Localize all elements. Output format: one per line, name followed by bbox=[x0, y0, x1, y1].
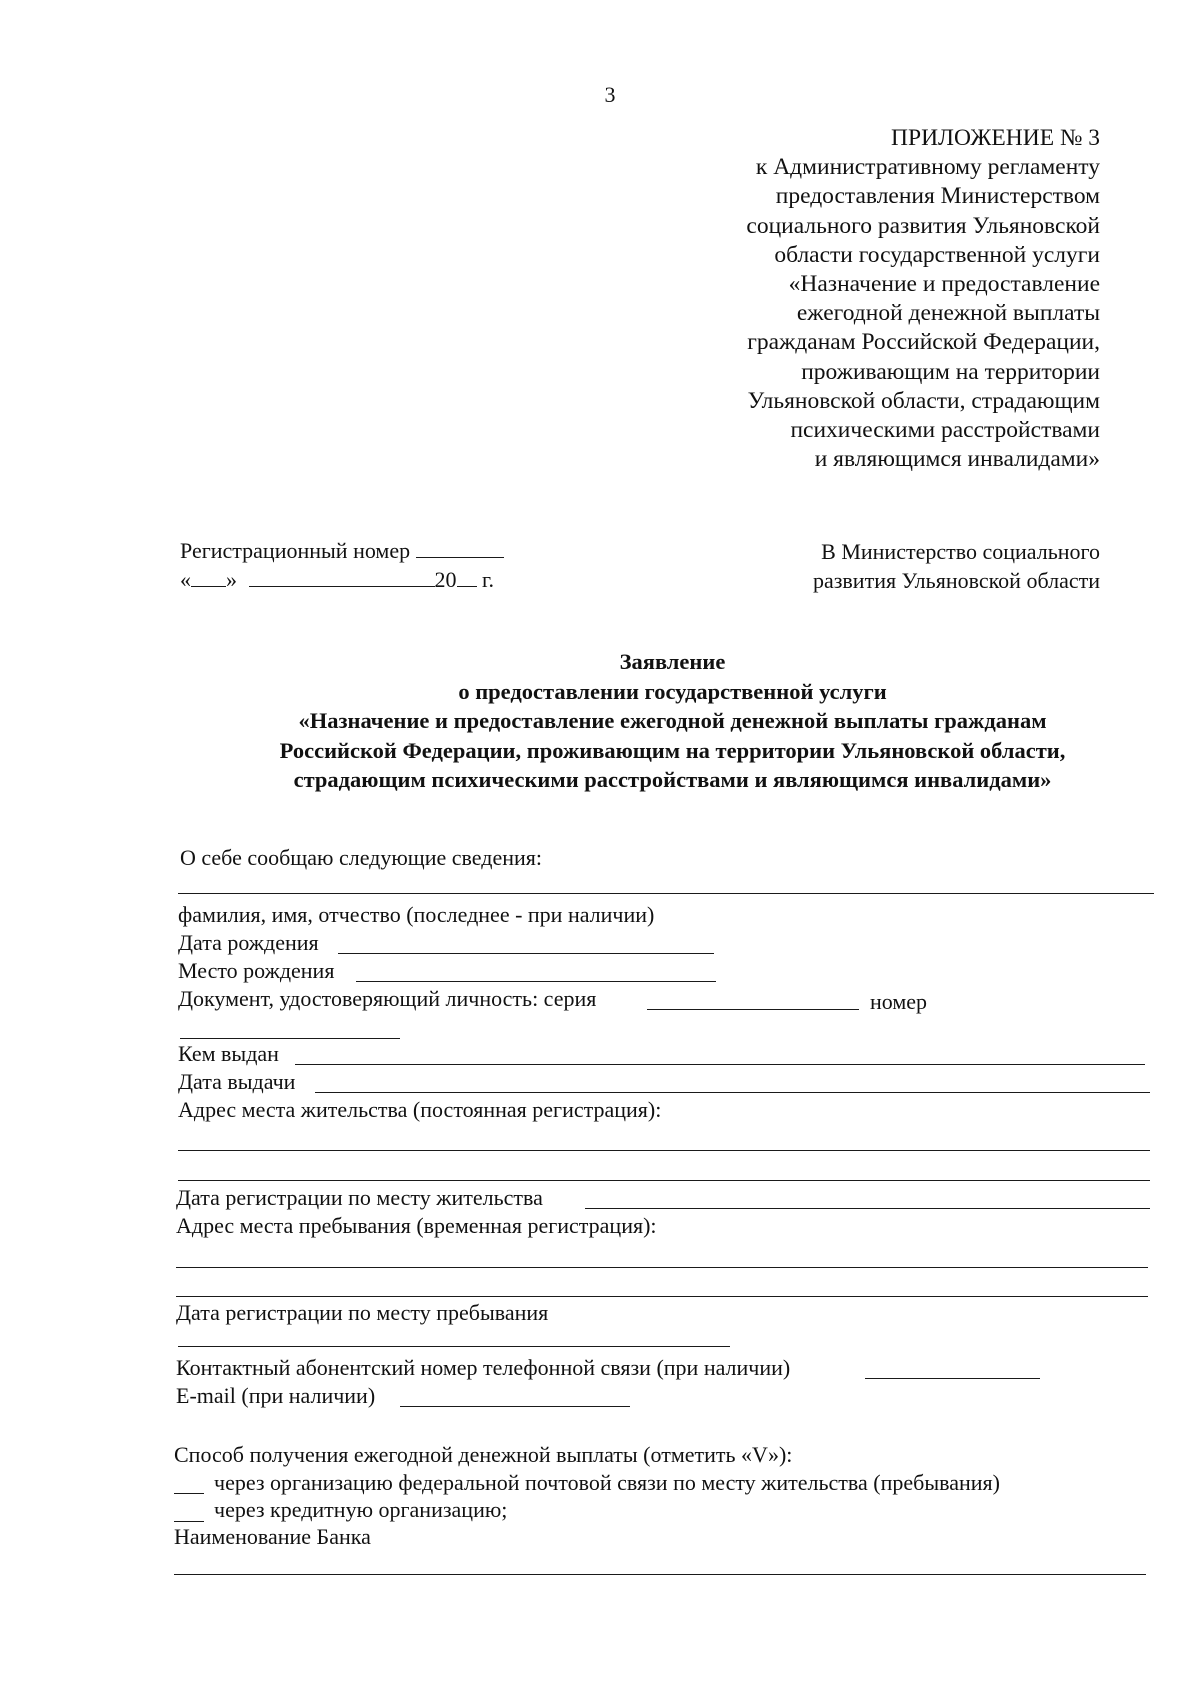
registration-date-row bbox=[180, 567, 494, 593]
option-post-label: через организацию федеральной почтовой связи по месту жительства (пребывания) bbox=[214, 1470, 1000, 1495]
title-line: Российской Федерации, проживающим на территории Ульяновской области, bbox=[279, 737, 1066, 763]
date-open-quote: « bbox=[180, 567, 191, 592]
month-field[interactable] bbox=[249, 568, 435, 587]
residence-reg-date-field[interactable] bbox=[585, 1208, 1150, 1209]
registration-number-field[interactable] bbox=[416, 539, 504, 558]
appendix-line: к Административному регламенту bbox=[755, 154, 1100, 181]
id-number-field[interactable] bbox=[180, 1038, 400, 1039]
residence-reg-date-label: Дата регистрации по месту жительства bbox=[176, 1185, 543, 1210]
title-line: о предоставлении государственной услуги bbox=[458, 678, 887, 704]
addressee-line: В Министерство социального bbox=[821, 539, 1100, 564]
day-field[interactable] bbox=[191, 568, 226, 587]
year-prefix: 20 bbox=[434, 567, 457, 592]
appendix-line: гражданам Российской Федерации, bbox=[747, 329, 1100, 356]
issued-by-label: Кем выдан bbox=[178, 1041, 279, 1066]
appendix-line: социального развития Ульяновской bbox=[746, 212, 1100, 239]
payment-method-label: Способ получения ежегодной денежной выплаты (отметить «V»): bbox=[174, 1442, 793, 1467]
residence-address-label: Адрес места жительства (постоянная регистрация): bbox=[178, 1097, 662, 1122]
appendix-line: предоставления Министерством bbox=[775, 183, 1100, 210]
option-post-checkbox[interactable] bbox=[174, 1493, 204, 1494]
registration-number-row bbox=[180, 538, 504, 564]
stay-address-field-2[interactable] bbox=[176, 1296, 1148, 1297]
intro-text: О себе сообщаю следующие сведения: bbox=[180, 845, 543, 870]
document-title bbox=[0, 647, 1200, 795]
title-line: Заявление bbox=[619, 649, 726, 674]
appendix-line: проживающим на территории bbox=[801, 358, 1100, 385]
stay-address-field-1[interactable] bbox=[176, 1267, 1148, 1268]
residence-address-field-1[interactable] bbox=[178, 1150, 1150, 1151]
option-bank-label: через кредитную организацию; bbox=[214, 1497, 508, 1522]
appendix-line: и являющимся инвалидами» bbox=[814, 446, 1100, 473]
fio-caption: фамилия, имя, отчество (последнее - при наличии) bbox=[178, 902, 655, 927]
fio-field-line[interactable] bbox=[178, 893, 1154, 894]
addressee-line: развития Ульяновской области bbox=[812, 568, 1100, 593]
appendix-line: «Назначение и предоставление bbox=[788, 271, 1100, 298]
page-number: 3 bbox=[604, 82, 616, 107]
stay-address-label: Адрес места пребывания (временная регистрация): bbox=[176, 1213, 657, 1238]
option-bank-checkbox[interactable] bbox=[174, 1521, 204, 1522]
birth-date-field[interactable] bbox=[338, 953, 714, 954]
addressee-block bbox=[813, 537, 1100, 595]
id-number-label: номер bbox=[870, 989, 928, 1014]
email-label: E-mail (при наличии) bbox=[176, 1383, 376, 1408]
birth-place-field[interactable] bbox=[356, 981, 716, 982]
email-field[interactable] bbox=[400, 1406, 630, 1407]
appendix-block bbox=[746, 124, 1100, 474]
id-series-field[interactable] bbox=[647, 1009, 859, 1010]
title-line: «Назначение и предоставление ежегодной денежной выплаты гражданам bbox=[298, 708, 1047, 733]
stay-reg-date-field[interactable] bbox=[178, 1346, 730, 1347]
stay-reg-date-label: Дата регистрации по месту пребывания bbox=[176, 1300, 549, 1325]
bank-name-label: Наименование Банка bbox=[174, 1524, 371, 1549]
appendix-line: ежегодной денежной выплаты bbox=[796, 300, 1100, 327]
appendix-heading: ПРИЛОЖЕНИЕ № 3 bbox=[891, 125, 1100, 151]
birth-date-label: Дата рождения bbox=[178, 930, 319, 955]
appendix-line: психическими расстройствами bbox=[790, 417, 1100, 444]
appendix-line: области государственной услуги bbox=[774, 241, 1100, 268]
issued-by-field[interactable] bbox=[295, 1064, 1145, 1065]
issue-date-field[interactable] bbox=[315, 1092, 1150, 1093]
phone-field[interactable] bbox=[865, 1378, 1040, 1379]
title-line: страдающим психическими расстройствами и являющимся инвалидами» bbox=[293, 767, 1052, 792]
year-suffix: г. bbox=[482, 567, 495, 592]
appendix-line: Ульяновской области, страдающим bbox=[747, 387, 1100, 414]
phone-label: Контактный абонентский номер телефонной связи (при наличии) bbox=[176, 1355, 791, 1380]
issue-date-label: Дата выдачи bbox=[178, 1069, 296, 1094]
bank-name-field[interactable] bbox=[174, 1574, 1146, 1575]
year-field[interactable] bbox=[457, 568, 477, 587]
registration-number-label: Регистрационный номер bbox=[180, 538, 411, 563]
date-close-quote: » bbox=[226, 567, 237, 592]
id-document-label: Документ, удостоверяющий личность: серия bbox=[178, 986, 597, 1011]
birth-place-label: Место рождения bbox=[178, 958, 335, 983]
residence-address-field-2[interactable] bbox=[178, 1180, 1150, 1181]
